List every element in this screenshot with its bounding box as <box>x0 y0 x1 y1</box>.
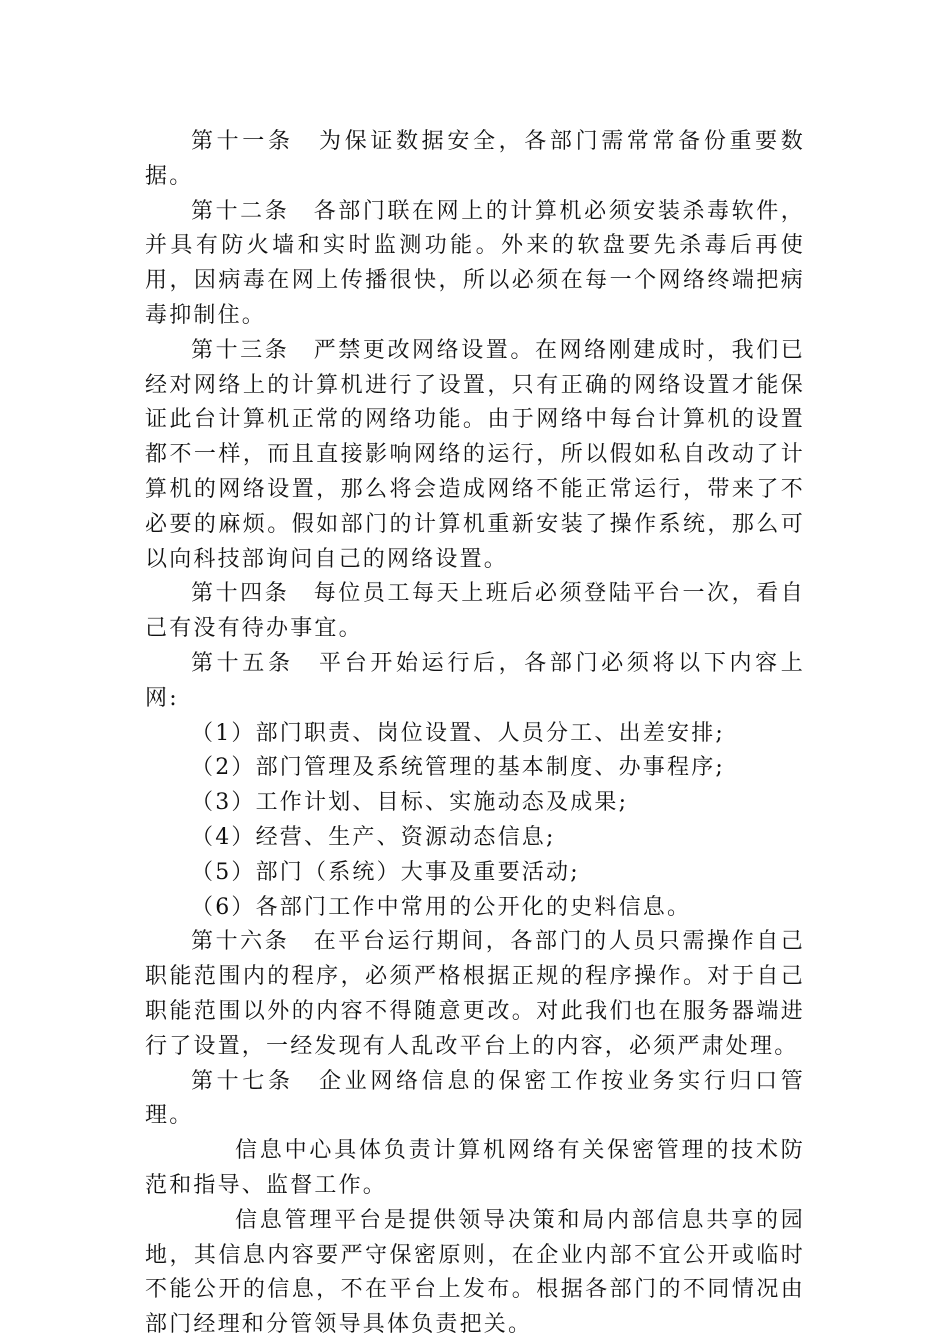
article-17 <box>145 1065 805 1135</box>
article-text: 严禁更改网络设置。在网络刚建成时，我们已经对网络上的计算机进行了设置，只有正确的网络设置才能保证此台计算机正常的网络功能。由于网络中每台计算机的设置都不一样，而且直接影响网络的运行，所以假如私自改动了计算机的网络设置，那么将会造成网络不能正常运行，带来了不必要的麻烦。假如部门的计算机重新安装了操作系统，那么可以向科技部询问自己的网络设置。 <box>145 337 805 572</box>
list-item: （3）工作计划、目标、实施动态及成果; <box>191 790 629 816</box>
article-label: 第十二条 <box>191 198 290 224</box>
article-13 <box>145 334 805 578</box>
article-label: 第十五条 <box>191 650 294 676</box>
article-15 <box>145 647 805 717</box>
article-text: 在平台运行期间，各部门的人员只需操作自己职能范围内的程序，必须严格根据正规的程序操作。对于自己职能范围以外的内容不得随意更改。对此我们也在服务器端进行了设置，一经发现有人乱改平台上的内容，必须严肃处理。 <box>145 929 805 1059</box>
article-11 <box>145 125 805 195</box>
list-item: （2）部门管理及系统管理的基本制度、办事程序; <box>191 755 726 781</box>
article-label: 第十一条 <box>191 129 294 154</box>
article-text: 平台开始运行后，各部门必须将以下内容上网: <box>145 650 805 711</box>
article-text: 每位员工每天上班后必须登陆平台一次，看自己有没有待办事宜。 <box>145 581 805 642</box>
article-label: 第十六条 <box>191 929 290 955</box>
sub-paragraph: 信息管理平台是提供领导决策和局内部信息共享的园地，其信息内容要严守保密原则，在企业内部不宜公开或临时不能公开的信息，不在平台上发布。根据各部门的不同情况由部门经理和分管领导具体负责把关。 <box>145 1207 805 1338</box>
sub-paragraph: 信息中心具体负责计算机网络有关保密管理的技术防范和指导、监督工作。 <box>145 1138 805 1198</box>
article-text: 企业网络信息的保密工作按业务实行归口管理。 <box>145 1068 805 1129</box>
article-12 <box>145 195 805 334</box>
article-14 <box>145 577 805 647</box>
list-item: （4）经营、生产、资源动态信息; <box>191 824 556 850</box>
article-text: 各部门联在网上的计算机必须安装杀毒软件，并具有防火墙和实时监测功能。外来的软盘要先杀毒后再使用，因病毒在网上传播很快，所以必须在每一个网络终端把病毒抑制住。 <box>145 198 805 328</box>
list-item: （5）部门（系统）大事及重要活动; <box>191 859 580 885</box>
article-label: 第十四条 <box>191 581 290 607</box>
list-item: （6）各部门工作中常用的公开化的史料信息。 <box>191 894 692 920</box>
list-item: （1）部门职责、岗位设置、人员分工、出差安排; <box>191 720 726 746</box>
article-16 <box>145 925 805 1064</box>
article-label: 第十三条 <box>191 337 290 363</box>
article-text: 为保证数据安全，各部门需常常备份重要数据。 <box>145 129 805 189</box>
document-body <box>145 125 805 1343</box>
article-label: 第十七条 <box>191 1068 294 1094</box>
